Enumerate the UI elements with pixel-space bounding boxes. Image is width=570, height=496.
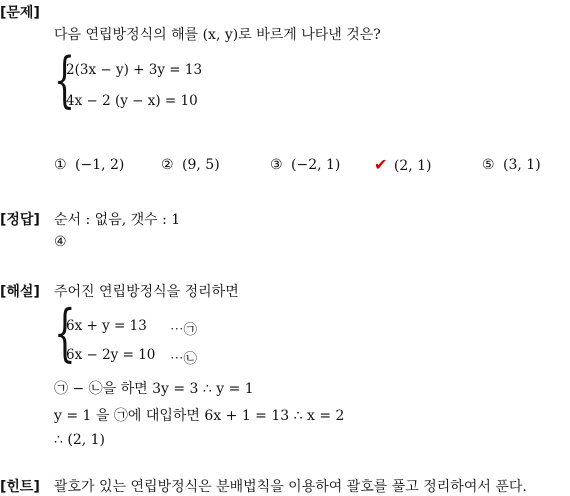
explanation-result: ∴ (2, 1) [54,432,105,448]
option-3-marker: ③ [270,157,283,173]
explanation-tag-1: ⋯㉠ [170,322,197,338]
answer-line-2: ④ [54,234,67,250]
explanation-intro: 주어진 연립방정식을 정리하면 [54,284,239,300]
explanation-label: [해설] [0,284,40,300]
explanation-eq-2: 6x − 2y = 10 [66,347,156,363]
explanation-system-brace: { [54,296,76,369]
question-label: [문제] [0,5,40,21]
checkmark-icon: ✔ [374,155,388,174]
option-4[interactable] [374,155,432,174]
option-2-text: (9, 5) [182,157,220,173]
option-5[interactable] [482,157,541,173]
answer-line-1: 순서 : 없음, 갯수 : 1 [54,212,181,228]
option-4-text: (2, 1) [393,158,432,174]
hint-text: 괄호가 있는 연립방정식은 분배법칙을 이용하여 괄호를 풀고 정리하여서 푼다. [54,479,527,495]
option-1-text: (−1, 2) [75,157,125,173]
option-5-marker: ⑤ [482,157,495,173]
option-3-text: (−2, 1) [291,157,341,173]
hint-label: [힌트] [0,479,40,495]
explanation-eq-1: 6x + y = 13 [66,318,147,334]
question-prompt: 다음 연립방정식의 해를 (x, y)로 바르게 나타낸 것은? [54,27,381,43]
question-eq-2: 4x − 2 (y − x) = 10 [66,93,198,109]
explanation-tag-2: ⋯㉡ [170,351,197,367]
question-eq-1: 2(3x − y) + 3y = 13 [66,62,203,78]
explanation-step-2: y = 1 을 ㉠에 대입하면 6x + 1 = 13 ∴ x = 2 [54,408,345,424]
explanation-step-1: ㉠ − ㉡을 하면 3y = 3 ∴ y = 1 [54,381,254,397]
question-system-brace: { [54,45,76,115]
option-1[interactable] [54,157,124,173]
answer-label: [정답] [0,212,40,228]
option-5-text: (3, 1) [503,157,541,173]
option-2[interactable] [161,157,220,173]
option-2-marker: ② [161,157,174,173]
option-1-marker: ① [54,157,67,173]
option-3[interactable] [270,157,340,173]
